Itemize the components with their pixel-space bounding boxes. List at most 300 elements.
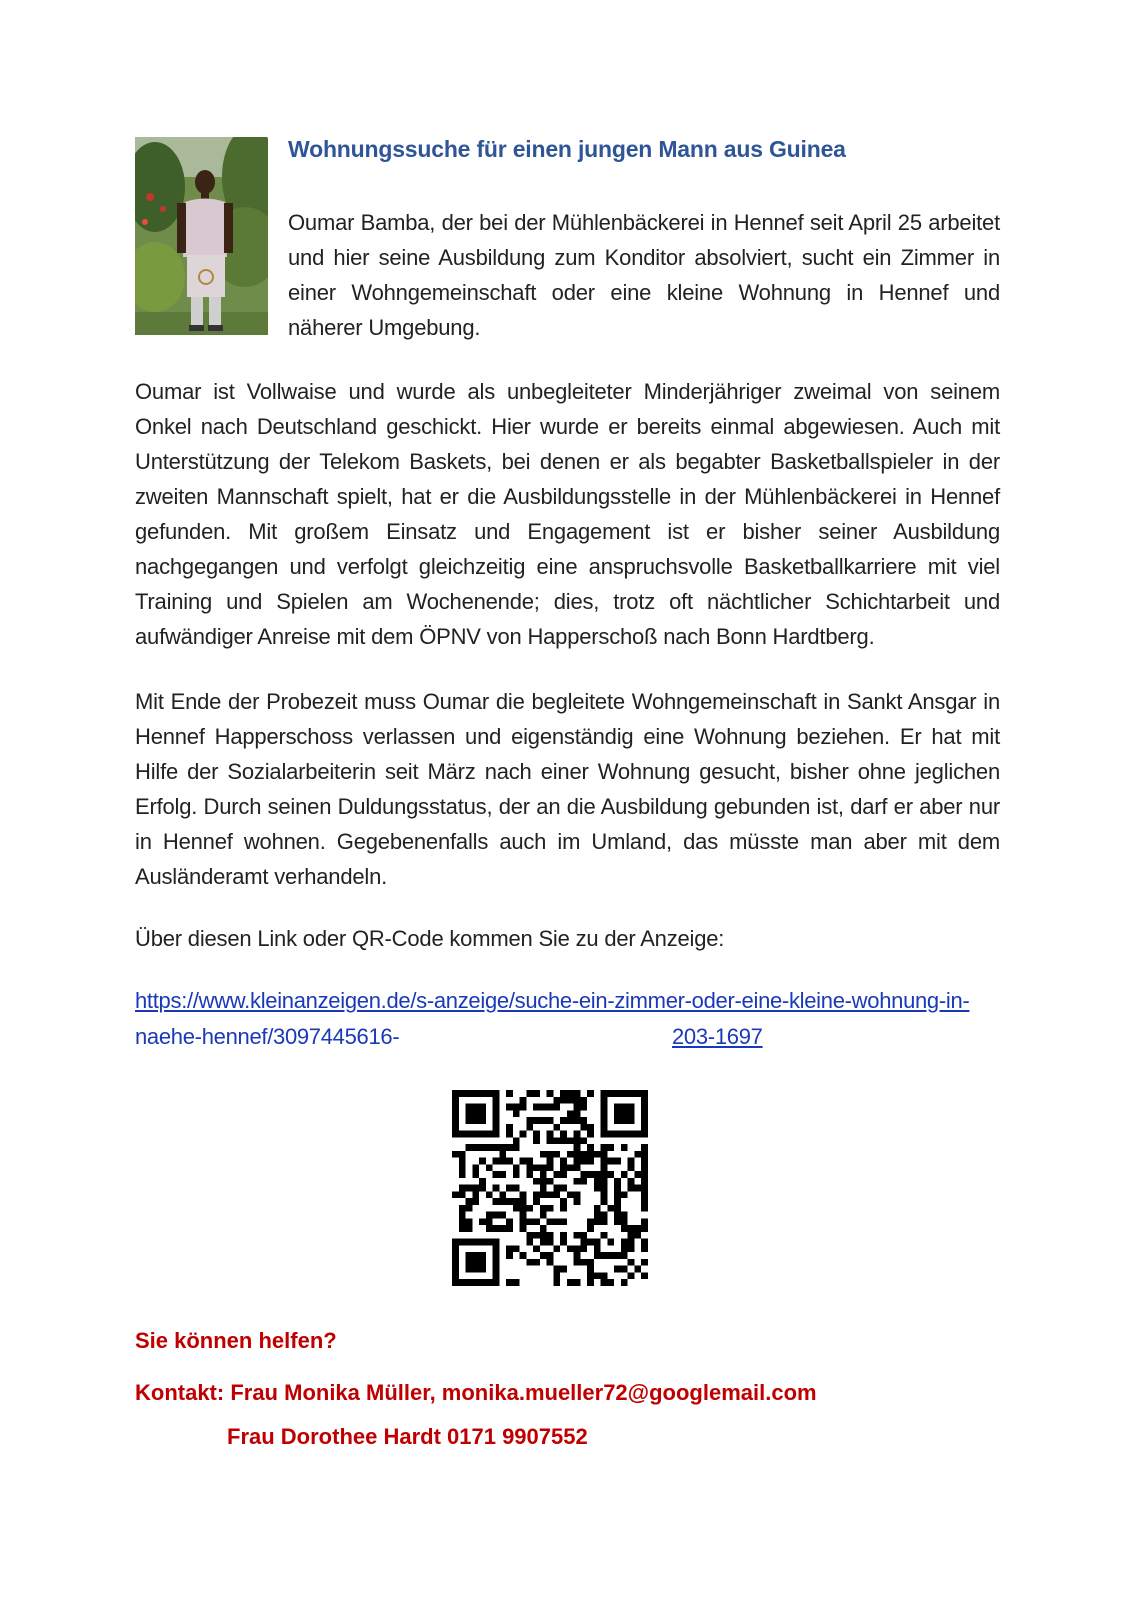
qr-module (479, 1178, 486, 1185)
qr-module (628, 1232, 635, 1239)
qr-module (601, 1110, 608, 1117)
qr-module (506, 1124, 513, 1131)
qr-module (601, 1117, 608, 1124)
qr-module (621, 1191, 628, 1198)
qr-module (628, 1185, 635, 1192)
qr-module (506, 1104, 513, 1111)
qr-module (472, 1266, 479, 1273)
qr-module (601, 1151, 608, 1158)
qr-module (628, 1272, 635, 1279)
qr-module (493, 1158, 500, 1165)
qr-module (641, 1164, 648, 1171)
qr-module (553, 1097, 560, 1104)
qr-module (526, 1259, 533, 1266)
qr-module (513, 1144, 520, 1151)
qr-module (479, 1090, 486, 1097)
qr-module (540, 1171, 547, 1178)
qr-module (499, 1158, 506, 1165)
qr-module (540, 1212, 547, 1219)
qr-module (614, 1090, 621, 1097)
contact-line-primary: Kontakt: Frau Monika Müller, monika.mueller72@googlemail.com (135, 1380, 817, 1405)
qr-module (621, 1266, 628, 1273)
qr-module (499, 1144, 506, 1151)
qr-module (493, 1198, 500, 1205)
qr-module (594, 1151, 601, 1158)
qr-module (641, 1205, 648, 1212)
qr-module (513, 1171, 520, 1178)
qr-module (547, 1151, 554, 1158)
qr-module (641, 1239, 648, 1246)
qr-module (628, 1178, 635, 1185)
qr-module (459, 1218, 466, 1225)
qr-module (614, 1205, 621, 1212)
qr-module (580, 1245, 587, 1252)
qr-module (540, 1104, 547, 1111)
qr-module (493, 1259, 500, 1266)
qr-module (493, 1104, 500, 1111)
qr-module (493, 1212, 500, 1219)
qr-module (641, 1259, 648, 1266)
qr-module (493, 1245, 500, 1252)
qr-module (594, 1171, 601, 1178)
qr-module (479, 1104, 486, 1111)
qr-module (466, 1131, 473, 1138)
qr-module (574, 1259, 581, 1266)
qr-module (499, 1225, 506, 1232)
qr-module (601, 1198, 608, 1205)
qr-module (533, 1117, 540, 1124)
qr-module (513, 1245, 520, 1252)
qr-module (587, 1259, 594, 1266)
qr-module (472, 1131, 479, 1138)
qr-module (628, 1090, 635, 1097)
qr-module (641, 1131, 648, 1138)
qr-module (567, 1151, 574, 1158)
qr-module (472, 1110, 479, 1117)
qr-module (553, 1272, 560, 1279)
qr-module (601, 1171, 608, 1178)
qr-module (520, 1218, 527, 1225)
qr-module (601, 1185, 608, 1192)
qr-module (628, 1239, 635, 1246)
qr-module (452, 1191, 459, 1198)
qr-module (486, 1225, 493, 1232)
qr-module (574, 1117, 581, 1124)
qr-module (594, 1212, 601, 1219)
qr-module (621, 1212, 628, 1219)
qr-module (452, 1151, 459, 1158)
qr-module (466, 1205, 473, 1212)
qr-module (452, 1272, 459, 1279)
qr-module (499, 1191, 506, 1198)
listing-link-line1[interactable]: https://www.kleinanzeigen.de/s-anzeige/suche-ein-zimmer-oder-eine-kleine-wohnung-in- (135, 988, 970, 1013)
qr-module (567, 1245, 574, 1252)
qr-module (533, 1218, 540, 1225)
qr-module (459, 1191, 466, 1198)
qr-module (587, 1266, 594, 1273)
qr-module (513, 1279, 520, 1286)
qr-module (607, 1205, 614, 1212)
qr-module (540, 1232, 547, 1239)
qr-module (553, 1279, 560, 1286)
qr-module (486, 1218, 493, 1225)
qr-module (574, 1178, 581, 1185)
qr-module (493, 1110, 500, 1117)
qr-module (466, 1239, 473, 1246)
qr-module (452, 1259, 459, 1266)
contact-line-secondary: Frau Dorothee Hardt 0171 9907552 (227, 1424, 588, 1449)
qr-module (621, 1218, 628, 1225)
qr-module (506, 1090, 513, 1097)
qr-module (580, 1117, 587, 1124)
qr-module (587, 1131, 594, 1138)
help-heading: Sie können helfen? (135, 1328, 337, 1353)
qr-module (574, 1110, 581, 1117)
qr-module (493, 1252, 500, 1259)
qr-module (580, 1097, 587, 1104)
qr-module (472, 1239, 479, 1246)
qr-module (621, 1239, 628, 1246)
qr-module (587, 1171, 594, 1178)
qr-module (553, 1124, 560, 1131)
qr-module (574, 1279, 581, 1286)
qr-module (641, 1245, 648, 1252)
qr-module (560, 1185, 567, 1192)
qr-module (574, 1158, 581, 1165)
qr-module (506, 1185, 513, 1192)
qr-module (472, 1144, 479, 1151)
qr-module (499, 1212, 506, 1219)
qr-module (540, 1252, 547, 1259)
qr-module (520, 1198, 527, 1205)
qr-module (587, 1239, 594, 1246)
qr-module (614, 1191, 621, 1198)
qr-module (459, 1225, 466, 1232)
qr-module (533, 1245, 540, 1252)
listing-link-line2-part2[interactable]: 203-1697 (672, 1024, 763, 1049)
qr-module (641, 1151, 648, 1158)
qr-module (601, 1158, 608, 1165)
qr-module (594, 1218, 601, 1225)
qr-module (601, 1164, 608, 1171)
qr-module (574, 1198, 581, 1205)
qr-module (540, 1164, 547, 1171)
qr-module (452, 1279, 459, 1286)
qr-module (526, 1218, 533, 1225)
qr-module (540, 1239, 547, 1246)
qr-module (607, 1279, 614, 1286)
qr-module (486, 1212, 493, 1219)
qr-module (560, 1239, 567, 1246)
qr-module (520, 1097, 527, 1104)
qr-module (553, 1151, 560, 1158)
qr-module (614, 1158, 621, 1165)
qr-module (540, 1151, 547, 1158)
qr-module (466, 1110, 473, 1117)
qr-module (574, 1144, 581, 1151)
qr-module (641, 1090, 648, 1097)
qr-module (466, 1266, 473, 1273)
link-intro-text: Über diesen Link oder QR-Code kommen Sie zu der Anzeige: (135, 926, 725, 951)
qr-module (587, 1158, 594, 1165)
qr-module (574, 1131, 581, 1138)
qr-module (493, 1279, 500, 1286)
qr-module (533, 1137, 540, 1144)
qr-module (560, 1090, 567, 1097)
qr-module (513, 1104, 520, 1111)
qr-module (634, 1232, 641, 1239)
qr-module (641, 1117, 648, 1124)
qr-module (607, 1252, 614, 1259)
qr-module (493, 1225, 500, 1232)
qr-module (567, 1097, 574, 1104)
qr-code[interactable] (452, 1090, 648, 1286)
qr-module (493, 1266, 500, 1273)
qr-module (540, 1205, 547, 1212)
qr-module (547, 1205, 554, 1212)
qr-module (560, 1164, 567, 1171)
qr-module (601, 1218, 608, 1225)
qr-module (614, 1117, 621, 1124)
qr-module (641, 1178, 648, 1185)
qr-module (466, 1252, 473, 1259)
qr-module (486, 1164, 493, 1171)
qr-module (493, 1090, 500, 1097)
qr-module (547, 1259, 554, 1266)
qr-module (641, 1171, 648, 1178)
portrait-photo (135, 137, 268, 335)
qr-module (520, 1191, 527, 1198)
qr-module (574, 1191, 581, 1198)
qr-module (567, 1110, 574, 1117)
qr-module (614, 1185, 621, 1192)
qr-module (641, 1124, 648, 1131)
qr-module (520, 1225, 527, 1232)
qr-module (587, 1124, 594, 1131)
qr-module (560, 1232, 567, 1239)
qr-module (479, 1239, 486, 1246)
qr-module (621, 1245, 628, 1252)
qr-module (560, 1171, 567, 1178)
qr-module (553, 1245, 560, 1252)
qr-module (526, 1158, 533, 1165)
qr-module (526, 1124, 533, 1131)
qr-module (506, 1218, 513, 1225)
qr-module (560, 1131, 567, 1138)
qr-module (567, 1137, 574, 1144)
qr-module (513, 1185, 520, 1192)
qr-module (574, 1232, 581, 1239)
qr-module (526, 1090, 533, 1097)
qr-module (493, 1171, 500, 1178)
qr-module (493, 1117, 500, 1124)
qr-module (513, 1137, 520, 1144)
qr-module (574, 1137, 581, 1144)
qr-module (574, 1164, 581, 1171)
qr-module (506, 1252, 513, 1259)
qr-module (621, 1110, 628, 1117)
qr-module (547, 1232, 554, 1239)
qr-module (594, 1205, 601, 1212)
qr-module (621, 1279, 628, 1286)
qr-module (486, 1144, 493, 1151)
qr-module (452, 1266, 459, 1273)
qr-module (526, 1171, 533, 1178)
qr-module (526, 1232, 533, 1239)
qr-module (628, 1158, 635, 1165)
qr-module (479, 1252, 486, 1259)
qr-module (634, 1225, 641, 1232)
qr-module (533, 1198, 540, 1205)
qr-module (641, 1097, 648, 1104)
qr-module (506, 1198, 513, 1205)
qr-module (459, 1090, 466, 1097)
qr-module (641, 1104, 648, 1111)
qr-module (601, 1144, 608, 1151)
qr-module (499, 1151, 506, 1158)
qr-module (614, 1212, 621, 1219)
qr-module (567, 1279, 574, 1286)
qr-module (547, 1117, 554, 1124)
qr-module (587, 1151, 594, 1158)
qr-module (641, 1272, 648, 1279)
qr-module (452, 1117, 459, 1124)
qr-module (614, 1131, 621, 1138)
qr-module (580, 1259, 587, 1266)
qr-module (614, 1104, 621, 1111)
qr-module (540, 1225, 547, 1232)
qr-module (499, 1171, 506, 1178)
qr-module (601, 1272, 608, 1279)
qr-module (601, 1131, 608, 1138)
qr-module (607, 1144, 614, 1151)
qr-module (614, 1110, 621, 1117)
background-paragraph: Oumar ist Vollwaise und wurde als unbegleiteter Minderjähriger zweimal von seinem Onkel nach Deutschland geschickt. Hier wurde er bereits einmal abgewiesen. Auch mit Unterstützung der Telekom Baskets, bei denen er als begabter Basketballspieler in der zweiten Mannschaft spielt, hat er die Ausbildungsstelle in der Mühlenbäckerei in Hennef gefunden. Mit großem Einsatz und Engagement ist er bisher seiner Ausbildung nachgegangen und verfolgt gleichzeitig eine anspruchsvolle Basketballkarriere mit viel Training und Spielen am Wochenende; dies, trotz oft nächtlicher Schichtarbeit und aufwändiger Anreise mit dem ÖPNV von Happerschoß nach Bonn Hardtberg. (135, 379, 1000, 649)
qr-module (459, 1205, 466, 1212)
qr-module (466, 1185, 473, 1192)
page-title: Wohnungssuche für einen jungen Mann aus Guinea (288, 136, 846, 162)
qr-module (486, 1279, 493, 1286)
listing-link[interactable] (135, 983, 1015, 1055)
qr-module (479, 1266, 486, 1273)
qr-module (520, 1212, 527, 1219)
qr-module (533, 1164, 540, 1171)
qr-module (567, 1164, 574, 1171)
qr-module (560, 1218, 567, 1225)
qr-module (486, 1090, 493, 1097)
qr-module (547, 1104, 554, 1111)
qr-module (614, 1178, 621, 1185)
qr-module (628, 1131, 635, 1138)
qr-module (493, 1185, 500, 1192)
qr-module (452, 1104, 459, 1111)
qr-module (594, 1245, 601, 1252)
qr-module (621, 1117, 628, 1124)
qr-module (472, 1090, 479, 1097)
qr-module (466, 1117, 473, 1124)
qr-module (634, 1266, 641, 1273)
qr-module (526, 1117, 533, 1124)
qr-module (466, 1090, 473, 1097)
qr-module (553, 1104, 560, 1111)
qr-module (553, 1191, 560, 1198)
qr-module (513, 1110, 520, 1117)
qr-module (594, 1272, 601, 1279)
qr-module (574, 1151, 581, 1158)
qr-module (634, 1185, 641, 1192)
qr-module (601, 1097, 608, 1104)
qr-module (506, 1279, 513, 1286)
qr-module (560, 1205, 567, 1212)
qr-module (513, 1205, 520, 1212)
qr-module (479, 1110, 486, 1117)
qr-module (607, 1158, 614, 1165)
listing-link-line2-part1[interactable]: naehe-hennef/3097445616- (135, 1024, 400, 1049)
qr-module (472, 1171, 479, 1178)
qr-module (452, 1239, 459, 1246)
qr-module (459, 1239, 466, 1246)
qr-module (452, 1131, 459, 1138)
qr-module (533, 1131, 540, 1138)
qr-module (547, 1090, 554, 1097)
qr-module (628, 1225, 635, 1232)
qr-module (486, 1239, 493, 1246)
qr-module (493, 1239, 500, 1246)
qr-module (628, 1104, 635, 1111)
qr-module (479, 1131, 486, 1138)
qr-module (452, 1097, 459, 1104)
qr-module (567, 1117, 574, 1124)
qr-module (520, 1205, 527, 1212)
qr-module (466, 1259, 473, 1266)
qr-module (520, 1131, 527, 1138)
qr-module (499, 1198, 506, 1205)
qr-module (479, 1117, 486, 1124)
qr-module (560, 1266, 567, 1273)
qr-module (580, 1171, 587, 1178)
qr-module (621, 1171, 628, 1178)
qr-module (547, 1239, 554, 1246)
qr-module (547, 1158, 554, 1165)
qr-module (547, 1218, 554, 1225)
qr-module (459, 1185, 466, 1192)
qr-module (540, 1178, 547, 1185)
qr-module (634, 1151, 641, 1158)
qr-module (574, 1245, 581, 1252)
intro-paragraph: Oumar Bamba, der bei der Mühlenbäckerei in Hennef seit April 25 arbeitet und hier seine Ausbildung zum Konditor absolviert, sucht ein Zimmer in einer Wohngemeinschaft oder eine kleine Wohnung in Hennef und näherer Umgebung. (288, 210, 1000, 340)
qr-module (574, 1090, 581, 1097)
qr-module (533, 1232, 540, 1239)
qr-module (601, 1104, 608, 1111)
qr-module (459, 1279, 466, 1286)
qr-module (587, 1225, 594, 1232)
qr-module (614, 1266, 621, 1273)
qr-module (621, 1104, 628, 1111)
qr-module (601, 1090, 608, 1097)
qr-module (452, 1110, 459, 1117)
qr-module (634, 1171, 641, 1178)
qr-module (479, 1279, 486, 1286)
qr-module (472, 1104, 479, 1111)
qr-module (580, 1137, 587, 1144)
qr-module (466, 1144, 473, 1151)
qr-module (587, 1279, 594, 1286)
qr-module (506, 1158, 513, 1165)
qr-module (607, 1171, 614, 1178)
qr-module (601, 1191, 608, 1198)
qr-module (560, 1137, 567, 1144)
qr-module (628, 1259, 635, 1266)
